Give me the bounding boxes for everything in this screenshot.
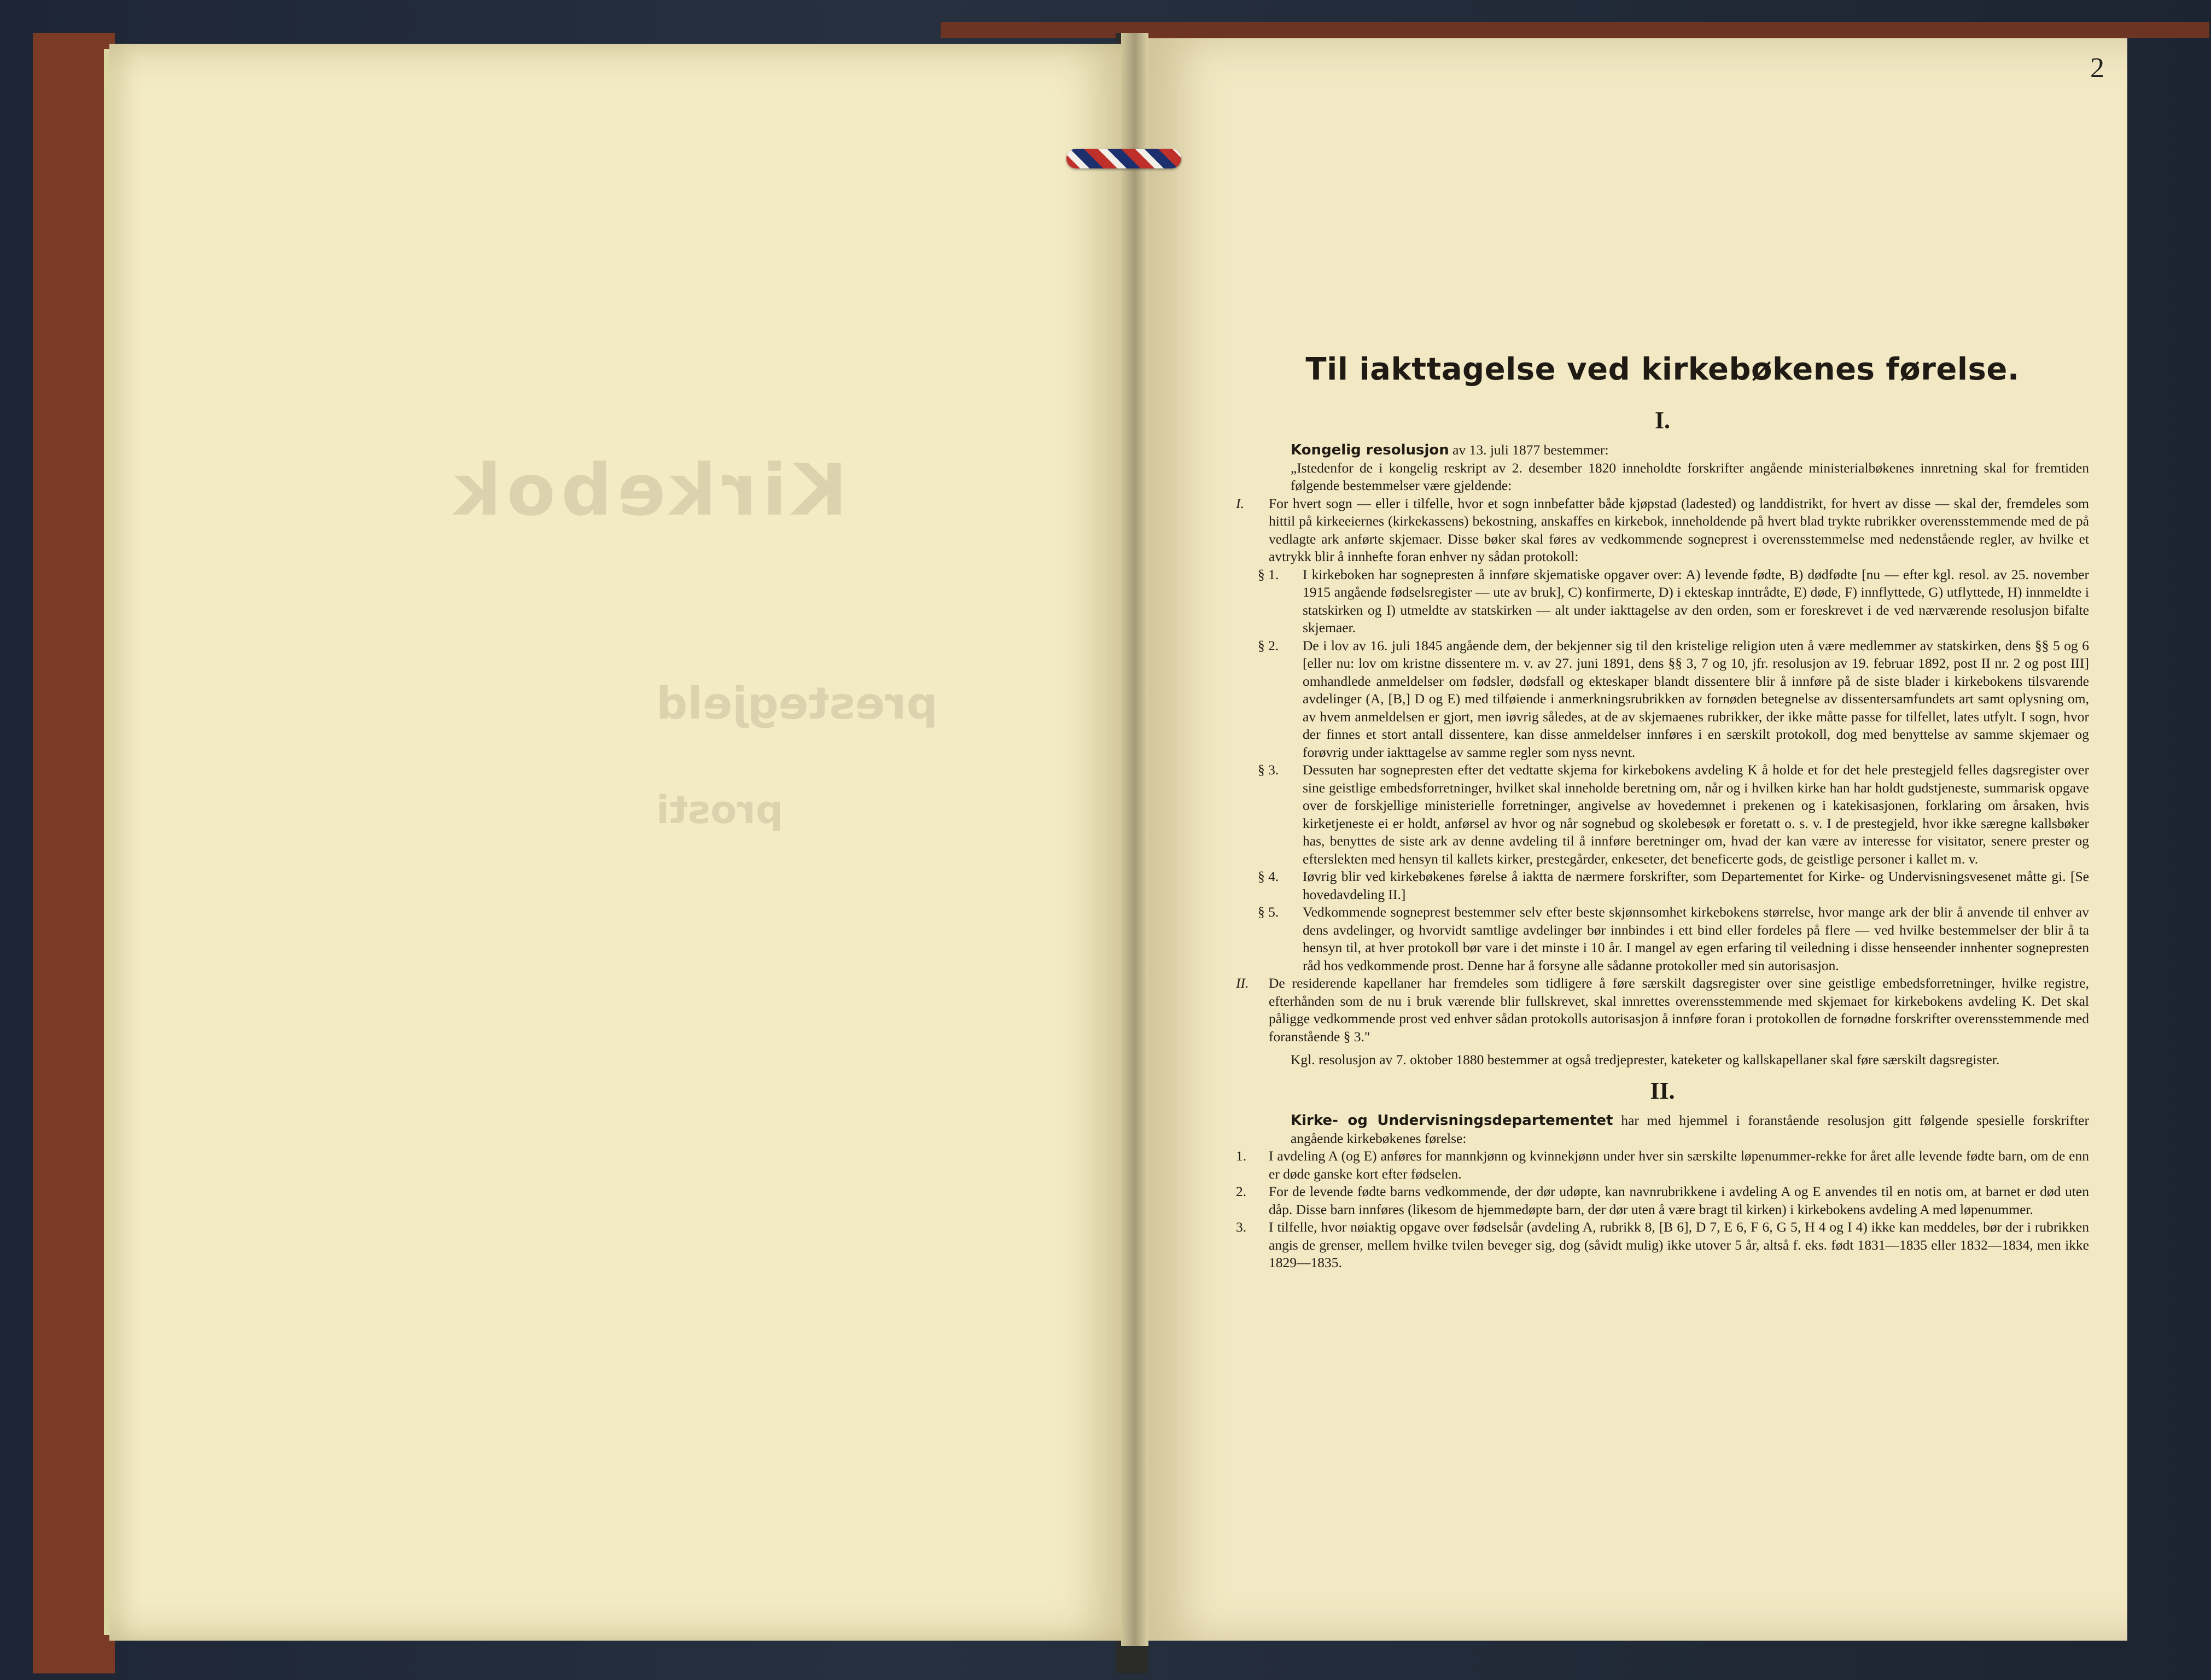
paragraph-marker: § 2. xyxy=(1258,637,1279,654)
roman-marker: II. xyxy=(1236,975,1249,991)
numbered-item xyxy=(1236,1218,2089,1272)
item-text: For de levende fødte barns vedkommende, der dør udøpte, kan navnrubrikkene i avdeling A og E anvendes til en notis om, at barnet er død uten dåp. Disse barn innføres (likesom de hjemmedøpte barn, der dør uten å være bragt til kirken) i kirkebokens avdeling A med løpenummer. xyxy=(1269,1183,2089,1217)
page-title: Til iakttagelse ved kirkebøkenes førelse. xyxy=(1305,352,2020,387)
roman-item xyxy=(1236,495,2089,566)
bleed-through-title: Kirkebok xyxy=(448,448,848,532)
instructions-text xyxy=(1236,352,2089,1272)
roman-text: For hvert sogn — eller i tilfelle, hvor et sogn innbefatter både kjøpstad (ladested) og landdistrikt, for hvert av disse — skal der, fremdeles som hittil på kirkeeiernes (kirkekassens) bekostning, anskaffes en kirkebok, inneholdende på hvert blad trykte rubrikker overensstemmende med de på vedlagte ark anførte skjemaer. Disse bøker skal føres av vedkommende sogneprest i overensstemmelse med nedenstående regler, av hvilke et avtrykk blir å innhefte foran enhver ny sådan protokoll: xyxy=(1269,495,2089,564)
intro-paragraph: „Istedenfor de i kongelig reskript av 2. desember 1820 inneholdte forskrifter angående ministerialbøkenes innretning skal for fremtiden følgende bestemmelser være gjeldende: xyxy=(1291,459,2089,493)
paragraph-text: Dessuten har sognepresten efter det vedtatte skjema for kirkebokens avdeling K å holde et for det hele prestegjeld felles dagsregister over sine geistlige embedsforretninger, hvilket skal inneholde beretning om, når og i hvilken kirke han har holdt gudstjeneste, summarisk opgave over de forskjellige ministerielle forretninger, angivelse av hovedemnet i prekenen og i katekisasjonen, forklaring om årsaken, hvis kirketjeneste ei er holdt, anførsel av hvor og når sognebud og skolebesøk er foretatt o. s. v. I de prestegjeld, hvor ikke særegne kallsbøker has, benyttes de siste ark av denne avdeling til å innføre beretninger om, hvad der kan være av interesse for visitator, senere prester og efterslekten med hensyn til kallets kirker, prestegårder, enkeseter, det beneficerte gods, de geistlige personer i kallet m. v. xyxy=(1303,762,2089,867)
page-number: 2 xyxy=(2090,52,2104,84)
paragraph-item xyxy=(1236,868,2089,903)
paragraph-item xyxy=(1236,566,2089,637)
paragraph-marker: § 3. xyxy=(1258,762,1279,778)
lead-bold: Kirke- og Undervisningsdepartementet xyxy=(1291,1112,1613,1129)
numbered-item xyxy=(1236,1183,2089,1218)
paragraph-text: De i lov av 16. juli 1845 angående dem, der bekjenner sig til den kristelige religion uten å være medlemmer av statskirken, dens §§ 5 og 6 [eller nu: lov om kristne dissentere m. v. av 27. juni 1891, dens §§ 3, 7 og 10, jfr. resolusjon av 19. februar 1892, post II nr. 2 og post III] omhandlede anmeldelser om fødsler, dødsfall og ekteskaper blandt dissentere blir å innføre på de siste blader i kirkebokens tilsvarende avdelinger (A, [B,] D og E) med tilføiende i anmerkningsrubrikken av fornøden betegnelse av dissentersamfundets art samt oplysning om, av hvem anmeldelsen er gjort, men iøvrig således, at de av skjemaenes rubrikker, der ikke måtte passe for tilfellet, lates utfylt. I sogn, hvor der finnes et stort antall dissentere, kan disse anmeldelser innføres i en særskilt protokoll, dog med benyttelse av samme skjemaer og forøvrig under iakttagelse av samme regler som nyss nevnt. xyxy=(1303,637,2089,760)
section-numeral: I. xyxy=(1654,406,1671,434)
bleed-through-text: prosti xyxy=(656,788,783,832)
section-numeral: II. xyxy=(1650,1077,1675,1104)
page-gutter xyxy=(1121,33,1148,1646)
roman-text: De residerende kapellaner har fremdeles som tidligere å føre særskilt dagsregister over sine geistlige embedsforretninger, hvilke registre, efterhånden som de nu i bruk værende blir fullskrevet, skal innrettes overensstemmende med skjemaet for kirkebokens avdeling K. Det skal påligge vedkommende prost ved enhver sådan protokolls autorisasjon å innføre foran i protokollen de fornødne forskrifter overensstemmende med foranstående § 3." xyxy=(1269,975,2089,1045)
paragraph-marker: § 1. xyxy=(1258,566,1279,582)
paragraph-item xyxy=(1236,903,2089,975)
item-text: I tilfelle, hvor nøiaktig opgave over fødselsår (avdeling A, rubrikk 8, [B 6], D 7, E 6, F 6, G 5, H 4 og I 4) ikke kan meddeles, bør der i rubrikken angis de grenser, mellem hvilke tvilen beveger sig, dog (såvidt mulig) ikke utover 5 år, altså f. eks. født 1831—1835 eller 1832—1834, men ikke 1829—1835. xyxy=(1269,1219,2089,1270)
paragraph-text: Iøvrig blir ved kirkebøkenes førelse å iaktta de nærmere forskrifter, som Departementet for Kirke- og Undervisningsvesenet måtte gi. [Se hovedavdeling II.] xyxy=(1303,868,2089,902)
bookmark-ribbon xyxy=(1066,149,1181,168)
lead-rest: har med hjemmel i foranstående resolusjon gitt følgende spesielle forskrifter angående kirkebøkenes førelse: xyxy=(1291,1112,2089,1146)
numbered-item xyxy=(1236,1147,2089,1183)
item-marker: 1. xyxy=(1236,1148,1247,1164)
section-lead xyxy=(1236,1112,2089,1147)
item-text: I avdeling A (og E) anføres for mannkjønn og kvinnekjønn under hver sin særskilte løpenummer-rekke for året alle levende fødte barn, om de enn er døde ganske kort efter fødselen. xyxy=(1269,1148,2089,1182)
paragraph-marker: § 4. xyxy=(1258,868,1279,884)
section-lead xyxy=(1236,441,2089,459)
roman-item xyxy=(1236,975,2089,1046)
paragraph-item xyxy=(1236,761,2089,868)
lead-rest: av 13. juli 1877 bestemmer: xyxy=(1449,442,1609,458)
lead-bold: Kongelig resolusjon xyxy=(1291,442,1449,458)
roman-marker: I. xyxy=(1236,495,1244,511)
paragraph-text: Vedkommende sogneprest bestemmer selv efter beste skjønnsomhet kirkebokens størrelse, hvor mange ark der blir å anvende til enhver av dens avdelinger, og hvorvidt samtlige avdelinger bør innbindes i ett bind eller fordeles på flere — ved hvilke bestemmelser der blir å ta hensyn til, at hver protokoll bør vare i det minste i 10 år. I mangel av egen erfaring til veiledning i disse henseender innhenter sognepresten råd hos vedkommende prost. Denne har å forsyne alle sådanne protokoller med sin autorisasjon. xyxy=(1303,904,2089,973)
item-marker: 2. xyxy=(1236,1183,1247,1199)
paragraph-item xyxy=(1236,637,2089,762)
bleed-through-text: prestegjeld xyxy=(656,678,938,729)
paragraph-text: I kirkeboken har sognepresten å innføre skjematiske opgaver over: A) levende fødte, B) dødfødte [nu — efter kgl. resol. av 25. november 1915 angående fødselsregister — ute av bruk], C) konfirmerte, D) i ekteskap inntrådte, E) døde, F) innflyttede, G) utflyttede, H) innmeldte i statskirken og I) utmeldte av statskirken — alt under iakttagelse av den orden, som er foreskrevet i de ved nærværende resolusjon bifalte skjemaer. xyxy=(1303,566,2089,635)
closing-paragraph: Kgl. resolusjon av 7. oktober 1880 bestemmer at også tredjeprester, kateketer og kallskapellaner skal føre særskilt dagsregister. xyxy=(1291,1052,2000,1068)
paragraph-marker: § 5. xyxy=(1258,904,1279,920)
item-marker: 3. xyxy=(1236,1219,1247,1235)
cover-leather-edge-left xyxy=(33,33,115,1673)
left-page-blank xyxy=(109,44,1132,1641)
